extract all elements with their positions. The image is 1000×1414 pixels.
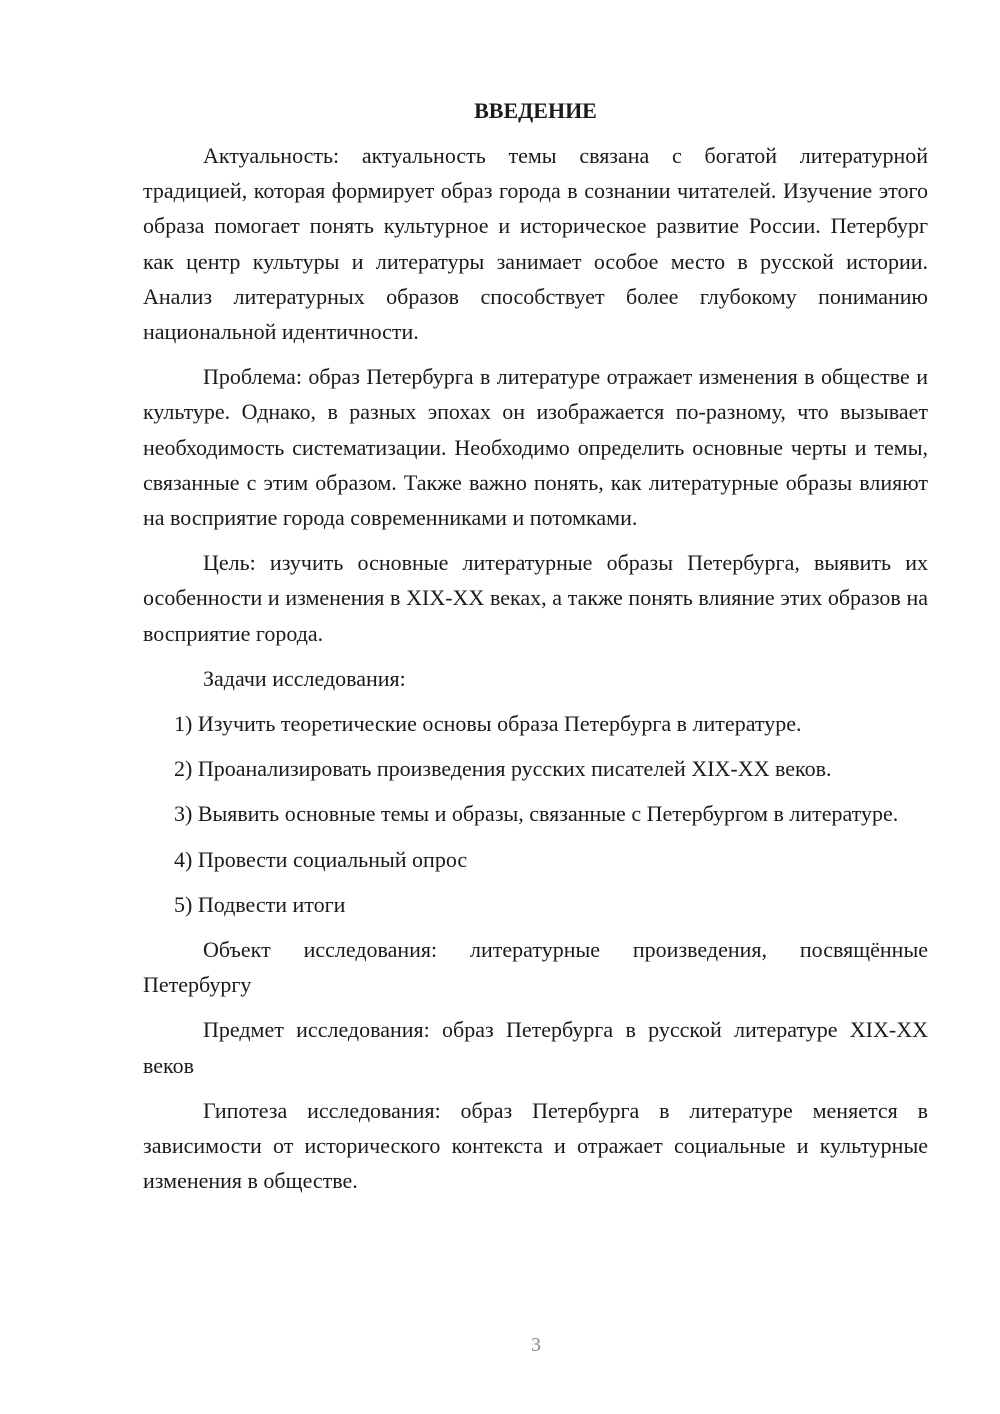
task-item-2: 2) Проанализировать произведения русских писателей XIX-XX веков. [174, 756, 832, 782]
page-content [143, 96, 928, 1208]
hypothesis-paragraph: Гипотеза исследования: образ Петербурга в литературе меняется в зависимости от исторического контекста и отражает социальные и культурные изменения в обществе. [143, 1097, 928, 1194]
relevance-paragraph: Актуальность: актуальность темы связана с богатой литературной традицией, которая формирует образ города в сознании читателей. Изучение этого образа помогает понять культурное и историческое развитие России. Петербург как центр культуры и литературы занимает особое место в русской истории. Анализ литературных образов способствует более глубокому пониманию национальной идентичности. [143, 143, 928, 345]
task-item-1: 1) Изучить теоретические основы образа Петербурга в литературе. [174, 711, 802, 737]
section-heading: ВВЕДЕНИЕ [474, 98, 597, 123]
page-number: 3 [531, 1334, 541, 1356]
object-paragraph: Объект исследования: литературные произведения, посвящённые Петербургу [143, 937, 928, 998]
tasks-title: Задачи исследования: [203, 665, 406, 691]
task-item-4: 4) Провести социальный опрос [174, 846, 468, 872]
goal-paragraph: Цель: изучить основные литературные образы Петербурга, выявить их особенности и изменения в XIX-XX веках, а также понять влияние этих образов на восприятие города. [143, 550, 928, 646]
problem-paragraph: Проблема: образ Петербурга в литературе отражает изменения в обществе и культуре. Однако, в разных эпохах он изображается по-разному, что вызывает необходимость систематизации. Необходимо определить основные черты и темы, связанные с этим образом. Также важно понять, как литературные образы влияют на восприятие города современниками и потомками. [143, 364, 928, 531]
subject-paragraph: Предмет исследования: образ Петербурга в русской литературе XIX-XX веков [143, 1017, 928, 1078]
task-item-3: 3) Выявить основные темы и образы, связанные с Петербургом в литературе. [174, 801, 899, 827]
task-item-5: 5) Подвести итоги [174, 891, 346, 917]
